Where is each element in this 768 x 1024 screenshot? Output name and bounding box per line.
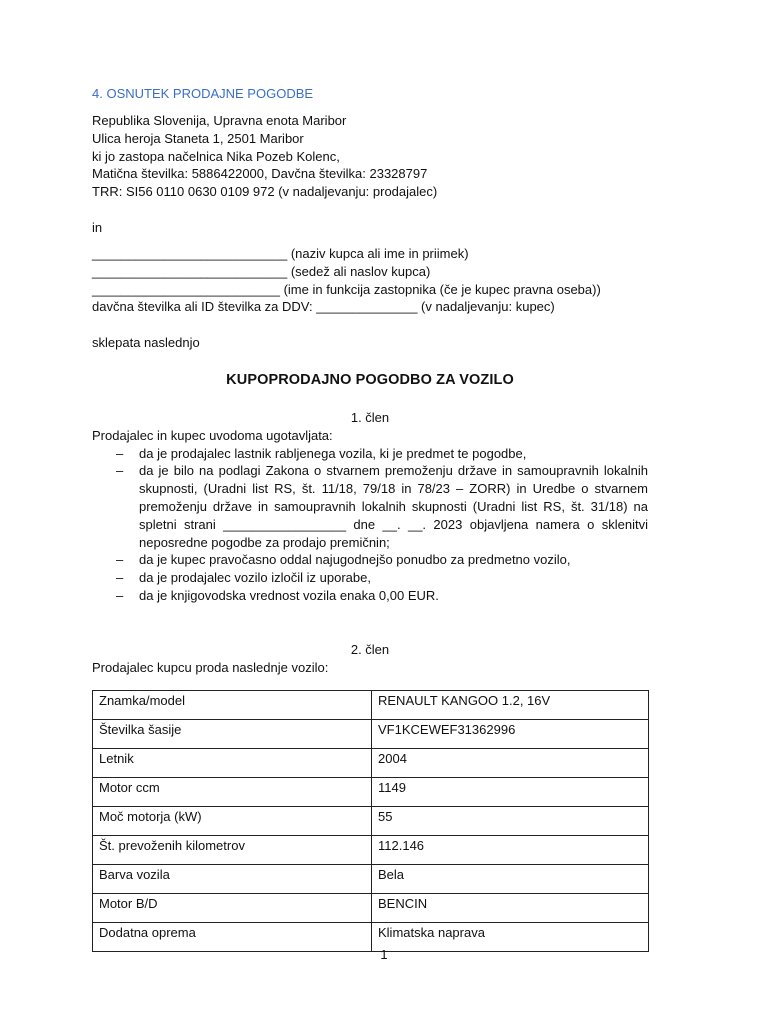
seller-line: Matična številka: 5886422000, Davčna številka: 23328797 <box>92 166 428 182</box>
buyer-line: ___________________________ (naziv kupca ali ime in priimek) <box>92 246 469 261</box>
table-cell-key: Barva vozila <box>93 865 372 894</box>
section-heading: 4. OSNUTEK PRODAJNE POGODBE <box>92 86 314 101</box>
table-row <box>93 894 649 923</box>
dash-bullet: – <box>116 587 124 603</box>
article-1 <box>92 409 648 605</box>
table-row <box>93 691 649 720</box>
seller-block <box>92 112 648 201</box>
concluded-text-block <box>92 334 648 352</box>
list-item <box>92 587 648 605</box>
contract-title: KUPOPRODAJNO POGODBO ZA VOZILO <box>226 372 514 388</box>
table-cell-value: 1149 <box>372 778 649 807</box>
conjunction <box>92 219 648 237</box>
table-row <box>93 749 649 778</box>
table-row <box>93 807 649 836</box>
table-cell-key: Znamka/model <box>93 691 372 720</box>
table-cell-key: Letnik <box>93 749 372 778</box>
table-row <box>93 778 649 807</box>
list-item <box>92 569 648 587</box>
article-1-intro: Prodajalec in kupec uvodoma ugotavljata: <box>92 427 333 443</box>
table-row <box>93 865 649 894</box>
table-row <box>93 836 649 865</box>
table-cell-value: BENCIN <box>372 894 649 923</box>
table-cell-value: Klimatska naprava <box>372 923 649 952</box>
table-cell-value: RENAULT KANGOO 1.2, 16V <box>372 691 649 720</box>
buyer-block <box>92 245 648 316</box>
list-item-text: da je knjigovodska vrednost vozila enaka 0,00 EUR. <box>139 587 439 603</box>
seller-line: Republika Slovenija, Upravna enota Maribor <box>92 113 347 128</box>
table-cell-value: VF1KCEWEF31362996 <box>372 720 649 749</box>
table-cell-key: Motor ccm <box>93 778 372 807</box>
list-item-text: da je prodajalec vozilo izločil iz uporabe, <box>139 570 371 586</box>
conjunction-text: in <box>92 220 103 235</box>
vehicle-table <box>92 690 649 952</box>
article-1-list <box>92 445 648 605</box>
article-1-heading: 1. člen <box>350 410 390 425</box>
dash-bullet: – <box>116 570 124 586</box>
concluded-text: sklepata naslednjo <box>92 335 200 350</box>
table-cell-value: 55 <box>372 807 649 836</box>
dash-bullet: – <box>116 552 124 568</box>
dash-bullet: – <box>116 445 124 461</box>
table-cell-key: Dodatna oprema <box>93 923 372 952</box>
article-2-heading: 2. člen <box>350 642 390 657</box>
list-item-text: da je bilo na podlagi Zakona o stvarnem premoženju države in samoupravnih lokalnih skupnosti, (Uradni list RS, št. 11/18, 79/18 in 78/23 – ZORR) in Uredbe o stvarnem premoženju države in samoupravnih lokalnih skupnosti (Uradni list RS, št. 31/18) na spletni strani _________________ dne __. __. 2023 objavljena namera o sklenitvi neposredne pogodbe za prodajo premičnin; <box>139 463 648 550</box>
dash-bullet: – <box>116 463 124 479</box>
seller-line: ki jo zastopa načelnica Nika Pozeb Kolenc, <box>92 148 340 164</box>
table-cell-key: Moč motorja (kW) <box>93 807 372 836</box>
list-item <box>92 462 648 551</box>
table-cell-value: 2004 <box>372 749 649 778</box>
list-item <box>92 551 648 569</box>
buyer-line: __________________________ (ime in funkcija zastopnika (če je kupec pravna oseba)) <box>92 281 601 297</box>
buyer-line: ___________________________ (sedež ali naslov kupca) <box>92 263 431 279</box>
table-cell-value: Bela <box>372 865 649 894</box>
table-cell-key: Številka šasije <box>93 720 372 749</box>
article-2-intro: Prodajalec kupcu proda naslednje vozilo: <box>92 659 329 675</box>
table-cell-key: Motor B/D <box>93 894 372 923</box>
page-number: 1 <box>380 947 388 962</box>
buyer-line: davčna številka ali ID številka za DDV: ______________ (v nadaljevanju: kupec) <box>92 299 555 315</box>
table-row <box>93 720 649 749</box>
article-2 <box>92 641 648 677</box>
seller-line: Ulica heroja Staneta 1, 2501 Maribor <box>92 130 304 146</box>
list-item <box>92 445 648 463</box>
list-item-text: da je kupec pravočasno oddal najugodnejšo ponudbo za predmetno vozilo, <box>139 552 571 568</box>
list-item-text: da je prodajalec lastnik rabljenega vozila, ki je predmet te pogodbe, <box>139 445 527 461</box>
seller-line: TRR: SI56 0110 0630 0109 972 (v nadaljevanju: prodajalec) <box>92 184 438 200</box>
table-cell-key: Št. prevoženih kilometrov <box>93 836 372 865</box>
table-cell-value: 112.146 <box>372 836 649 865</box>
